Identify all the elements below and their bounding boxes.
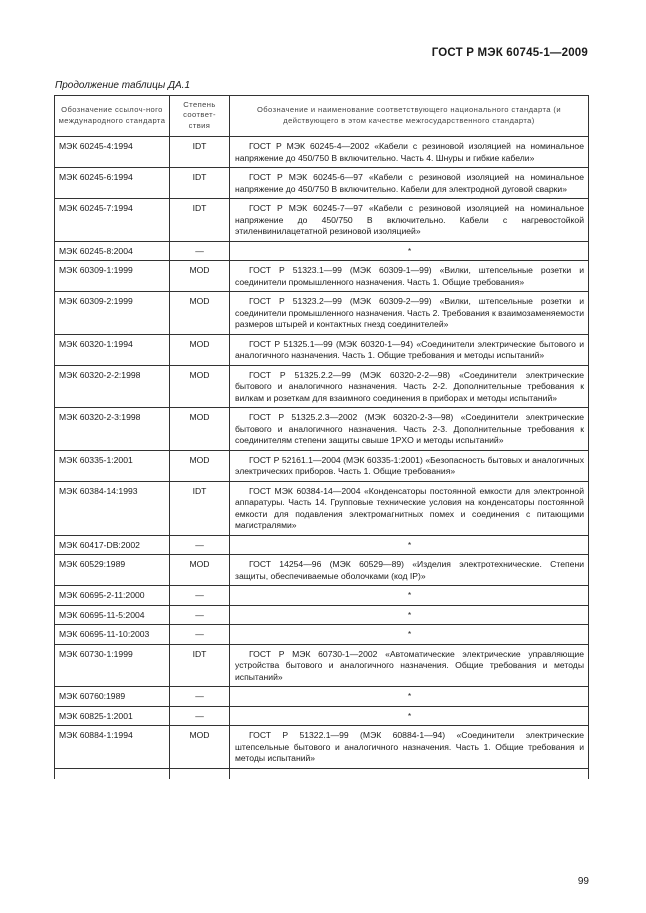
reference-standard-cell: МЭК 60320-2-2:1998 (55, 365, 170, 408)
reference-standard-cell: МЭК 60320-1:1994 (55, 334, 170, 365)
national-standard-text: ГОСТ Р 52161.1—2004 (МЭК 60335-1:2001) «Безопасность бытовых и аналогичных электрических приборов. Часть 1. Общие требования» (235, 454, 584, 476)
table-row (55, 168, 589, 199)
national-standard-text: ГОСТ Р 51323.2—99 (МЭК 60309-2—99) «Вилки, штепсельные розетки и соединители промышленного назначения. Часть 2. Требования к взаимозаменяемости размеров штырей и контактных гнезд соединителей» (235, 296, 584, 329)
standards-table (54, 95, 589, 779)
national-standard-cell (230, 292, 589, 335)
reference-standard-cell: МЭК 60335-1:2001 (55, 450, 170, 481)
conformity-degree-cell: — (170, 586, 230, 606)
national-standard-cell (230, 555, 589, 586)
table-row (55, 586, 589, 606)
column-header-national: Обозначение и наименование соответствующего национального стандарта (и действующего в этом качестве межгосударственного стандарта) (230, 96, 589, 137)
table-row (55, 408, 589, 451)
reference-standard-cell: МЭК 60384-14:1993 (55, 481, 170, 535)
table-row (55, 334, 589, 365)
national-standard-cell (230, 365, 589, 408)
national-standard-cell: * (230, 706, 589, 726)
conformity-degree-cell: MOD (170, 261, 230, 292)
national-standard-text: ГОСТ Р 51325.1—99 (МЭК 60320-1—94) «Соединители электрические бытового и аналогичного назначения. Часть 1. Общие требования и методы испытаний» (235, 338, 584, 360)
conformity-degree-cell: — (170, 535, 230, 555)
reference-standard-cell: МЭК 60417-DB:2002 (55, 535, 170, 555)
table-row (55, 450, 589, 481)
conformity-degree-cell: MOD (170, 334, 230, 365)
national-standard-cell (230, 450, 589, 481)
table-row (55, 199, 589, 242)
table-row (55, 605, 589, 625)
table-row (55, 706, 589, 726)
empty-cell (55, 768, 170, 779)
conformity-degree-cell: MOD (170, 292, 230, 335)
reference-standard-cell: МЭК 60245-7:1994 (55, 199, 170, 242)
conformity-degree-cell: IDT (170, 644, 230, 687)
national-standard-cell: * (230, 605, 589, 625)
conformity-degree-cell: MOD (170, 450, 230, 481)
reference-standard-cell: МЭК 60320-2-3:1998 (55, 408, 170, 451)
reference-standard-cell: МЭК 60245-8:2004 (55, 241, 170, 261)
reference-standard-cell: МЭК 60695-11-5:2004 (55, 605, 170, 625)
conformity-degree-cell: — (170, 605, 230, 625)
national-standard-cell (230, 408, 589, 451)
conformity-degree-cell: IDT (170, 168, 230, 199)
reference-standard-cell: МЭК 60529:1989 (55, 555, 170, 586)
table-row (55, 644, 589, 687)
table-row (55, 261, 589, 292)
table-continuation-row (55, 768, 589, 779)
national-standard-cell: * (230, 586, 589, 606)
table-header-row (55, 96, 589, 137)
conformity-degree-cell: — (170, 625, 230, 645)
conformity-degree-cell: — (170, 687, 230, 707)
page-number: 99 (577, 876, 589, 887)
national-standard-text: ГОСТ МЭК 60384-14—2004 «Конденсаторы постоянной емкости для электронной аппаратуры. Часть 14. Групповые технические условия на конденсаторы постоянной емкости для подавления электромагнитных помех и соединения с питающими магистралями» (235, 485, 584, 530)
column-header-degree: Степень соответ-ствия (170, 96, 230, 137)
table-row (55, 687, 589, 707)
table-row (55, 726, 589, 769)
table-row (55, 241, 589, 261)
national-standard-text: ГОСТ Р МЭК 60245-7—97 «Кабели с резиновой изоляцией на номинальное напряжение до 450/750 В включительно. Кабели с нагревостойкой этиленвинилацетатной резиновой изоляцией» (235, 203, 584, 236)
document-code: ГОСТ Р МЭК 60745-1—2009 (431, 47, 588, 59)
reference-standard-cell: МЭК 60245-6:1994 (55, 168, 170, 199)
national-standard-cell (230, 199, 589, 242)
conformity-degree-cell: — (170, 706, 230, 726)
conformity-degree-cell: MOD (170, 408, 230, 451)
reference-standard-cell: МЭК 60309-2:1999 (55, 292, 170, 335)
reference-standard-cell: МЭК 60760:1989 (55, 687, 170, 707)
empty-cell (170, 768, 230, 779)
table-row (55, 292, 589, 335)
national-standard-cell (230, 261, 589, 292)
conformity-degree-cell: MOD (170, 726, 230, 769)
national-standard-text: ГОСТ Р 51325.2.3—2002 (МЭК 60320-2-3—98) «Соединители электрические бытового и аналогичного назначения. Часть 2-3. Дополнительные требования к соединителям степени защиты свыше 1PXO и методы испытаний» (235, 412, 584, 445)
national-standard-cell: * (230, 535, 589, 555)
table-row (55, 137, 589, 168)
conformity-degree-cell: MOD (170, 365, 230, 408)
table-caption: Продолжение таблицы ДА.1 (55, 80, 191, 91)
table-row (55, 535, 589, 555)
table-row (55, 481, 589, 535)
national-standard-text: ГОСТ Р МЭК 60730-1—2002 «Автоматические электрические управляющие устройства бытового и аналогичного назначения. Общие требования и методы испытаний» (235, 648, 584, 682)
reference-standard-cell: МЭК 60730-1:1999 (55, 644, 170, 687)
national-standard-cell (230, 137, 589, 168)
conformity-degree-cell: — (170, 241, 230, 261)
reference-standard-cell: МЭК 60884-1:1994 (55, 726, 170, 769)
table-row (55, 555, 589, 586)
national-standard-cell (230, 726, 589, 769)
conformity-degree-cell: MOD (170, 555, 230, 586)
conformity-degree-cell: IDT (170, 137, 230, 168)
reference-standard-cell: МЭК 60245-4:1994 (55, 137, 170, 168)
table-row (55, 365, 589, 408)
national-standard-cell (230, 334, 589, 365)
national-standard-text: ГОСТ Р МЭК 60245-4—2002 «Кабели с резиновой изоляцией на номинальное напряжение до 450/750 В включительно. Часть 4. Шнуры и гибкие кабели» (235, 141, 584, 163)
national-standard-text: ГОСТ 14254—96 (МЭК 60529—89) «Изделия электротехнические. Степени защиты, обеспечиваемые оболочками (код IP)» (235, 559, 584, 581)
column-header-reference: Обозначение ссылоч-ного международного стандарта (55, 96, 170, 137)
national-standard-cell: * (230, 241, 589, 261)
empty-cell (230, 768, 589, 779)
national-standard-cell: * (230, 687, 589, 707)
reference-standard-cell: МЭК 60695-2-11:2000 (55, 586, 170, 606)
national-standard-cell (230, 644, 589, 687)
national-standard-text: ГОСТ Р 51322.1—99 (МЭК 60884-1—94) «Соединители электрические штепсельные бытового и аналогичного назначения. Часть 1. Общие требования и методы испытаний» (235, 730, 584, 763)
conformity-degree-cell: IDT (170, 199, 230, 242)
conformity-degree-cell: IDT (170, 481, 230, 535)
reference-standard-cell: МЭК 60695-11-10:2003 (55, 625, 170, 645)
national-standard-cell (230, 168, 589, 199)
reference-standard-cell: МЭК 60825-1:2001 (55, 706, 170, 726)
reference-standard-cell: МЭК 60309-1:1999 (55, 261, 170, 292)
table-row (55, 625, 589, 645)
national-standard-text: ГОСТ Р 51323.1—99 (МЭК 60309-1—99) «Вилки, штепсельные розетки и соединители промышленного назначения. Часть 1. Общие требования» (235, 265, 584, 287)
national-standard-text: ГОСТ Р МЭК 60245-6—97 «Кабели с резиновой изоляцией на номинальное напряжение до 450/750 В включительно. Кабели для электродной дуговой сварки» (235, 172, 584, 194)
national-standard-text: ГОСТ Р 51325.2.2—99 (МЭК 60320-2-2—98) «Соединители электрические бытового и аналогичного назначения. Часть 2-2. Дополнительные требования к вилкам и розеткам для взаимного соединения в приборах и методы испытаний» (235, 369, 584, 403)
national-standard-cell (230, 481, 589, 535)
national-standard-cell: * (230, 625, 589, 645)
